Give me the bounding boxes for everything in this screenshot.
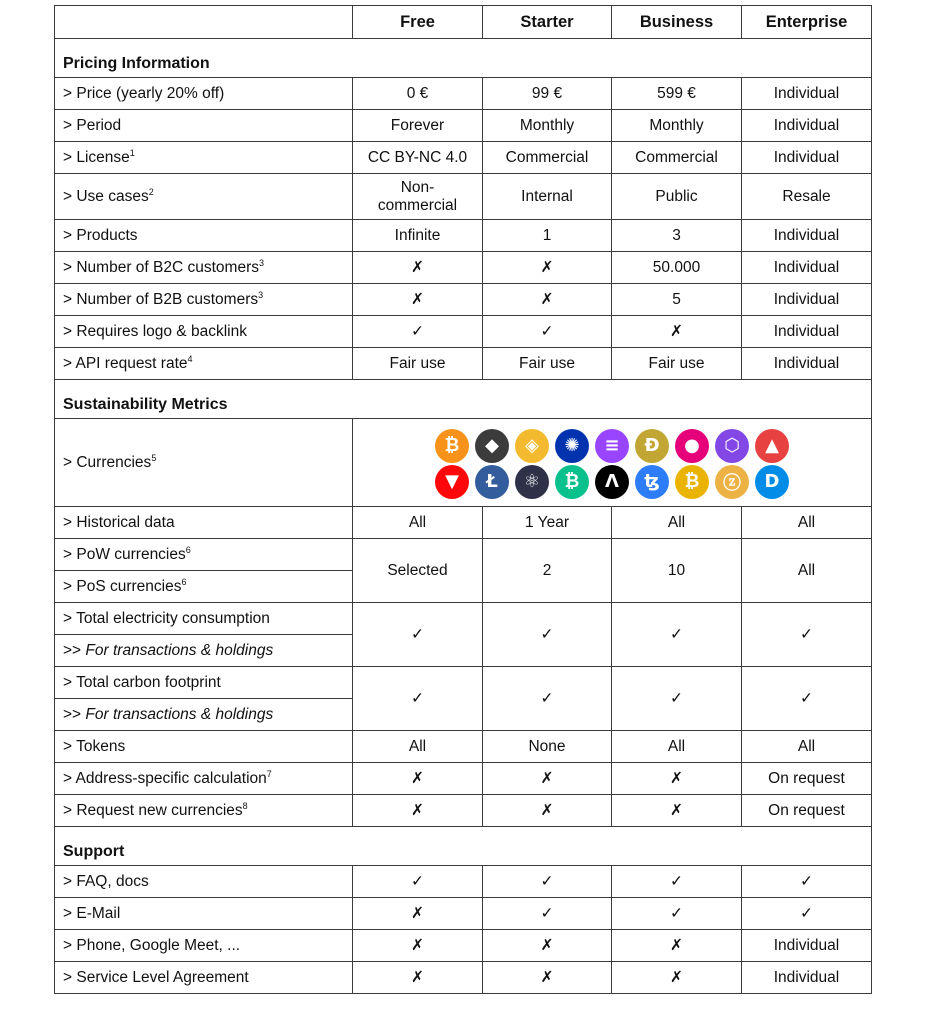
currencies-row	[55, 419, 872, 507]
cell-enterprise: Individual	[742, 348, 872, 380]
cell-free: ✗	[353, 795, 483, 827]
cell-enterprise: Individual	[742, 962, 872, 994]
cell-business: 10	[612, 539, 742, 603]
cell-enterprise: Individual	[742, 252, 872, 284]
cell-enterprise: Individual	[742, 110, 872, 142]
dogecoin-icon: Ð	[635, 429, 669, 463]
cell-free: ✗	[353, 284, 483, 316]
cell-business: Commercial	[612, 142, 742, 174]
cell-starter: ✗	[483, 930, 612, 962]
table-row	[55, 763, 872, 795]
row-label: > PoW currencies$^6$	[55, 539, 353, 571]
cell-starter: ✓	[483, 898, 612, 930]
table-row	[55, 142, 872, 174]
cell-starter: ✓	[483, 866, 612, 898]
row-label: > Number of B2B customers$^3$	[55, 284, 353, 316]
cell-starter: ✗	[483, 763, 612, 795]
cell-free: Selected	[353, 539, 483, 603]
cell-free: All	[353, 731, 483, 763]
cell-starter: 1 Year	[483, 507, 612, 539]
cell-starter: Commercial	[483, 142, 612, 174]
footnote-marker: 3	[258, 257, 264, 268]
cell-starter: ✗	[483, 795, 612, 827]
row-label: > Price (yearly 20% off)	[55, 78, 353, 110]
row-sublabel: >> For transactions & holdings	[55, 635, 353, 667]
row-label: > Request new currencies$^8$	[55, 795, 353, 827]
footnote-marker: 8	[242, 800, 248, 811]
table-row	[55, 962, 872, 994]
row-label: > PoS currencies$^6$	[55, 571, 353, 603]
cell-enterprise: ✓	[742, 898, 872, 930]
bnb-icon: ◈	[515, 429, 549, 463]
cell-free: Infinite	[353, 220, 483, 252]
section-row	[55, 39, 872, 78]
table-row	[55, 284, 872, 316]
cell-free: 0 €	[353, 78, 483, 110]
row-label: > Use cases$^2$	[55, 174, 353, 220]
cell-free: ✗	[353, 252, 483, 284]
cell-free: ✗	[353, 898, 483, 930]
cell-enterprise: On request	[742, 763, 872, 795]
cell-enterprise: Individual	[742, 142, 872, 174]
cell-business: 5	[612, 284, 742, 316]
footnote-marker: 6	[185, 544, 191, 555]
row-sublabel: >> For transactions & holdings	[55, 699, 353, 731]
cell-business: 599 €	[612, 78, 742, 110]
cardano-icon: ✺	[555, 429, 589, 463]
cell-enterprise: ✓	[742, 866, 872, 898]
cell-enterprise: Individual	[742, 316, 872, 348]
tron-icon: ▼	[435, 465, 469, 499]
table-row	[55, 930, 872, 962]
table-row	[55, 174, 872, 220]
cell-business: Monthly	[612, 110, 742, 142]
row-label: > Total carbon footprint	[55, 667, 353, 699]
cell-enterprise: On request	[742, 795, 872, 827]
table-row	[55, 667, 872, 699]
footnote-marker: 7	[266, 768, 272, 779]
cell-free: Non- commercial	[353, 174, 483, 220]
avalanche-icon: ▲	[755, 429, 789, 463]
polkadot-icon: ●	[675, 429, 709, 463]
cell-business: ✗	[612, 316, 742, 348]
cell-enterprise: Resale	[742, 174, 872, 220]
row-label: > Historical data	[55, 507, 353, 539]
table-row	[55, 795, 872, 827]
cell-free: All	[353, 507, 483, 539]
section-row	[55, 380, 872, 419]
bitcoin-icon: ₿	[435, 429, 469, 463]
row-label: > Phone, Google Meet, ...	[55, 930, 353, 962]
row-label: > Products	[55, 220, 353, 252]
cell-starter: ✓	[483, 603, 612, 667]
header-enterprise: Enterprise	[742, 6, 872, 39]
tezos-icon: ꜩ	[635, 465, 669, 499]
table-row	[55, 110, 872, 142]
currency-icon-row	[353, 465, 871, 499]
cell-business: ✗	[612, 763, 742, 795]
cell-enterprise: ✓	[742, 667, 872, 731]
cell-free: ✓	[353, 316, 483, 348]
cell-starter: 2	[483, 539, 612, 603]
cosmos-icon: ⚛	[515, 465, 549, 499]
cell-starter: ✗	[483, 284, 612, 316]
algorand-icon: Λ	[595, 465, 629, 499]
dash-icon: D	[755, 465, 789, 499]
table-row	[55, 507, 872, 539]
cell-business: 50.000	[612, 252, 742, 284]
cell-starter: Monthly	[483, 110, 612, 142]
footnote-marker: 3	[258, 289, 264, 300]
header-row	[55, 6, 872, 39]
section-sustainability-title: Sustainability Metrics	[55, 380, 872, 419]
row-label: > Tokens	[55, 731, 353, 763]
table-row	[55, 603, 872, 635]
row-label: > Number of B2C customers$^3$	[55, 252, 353, 284]
cell-business: ✗	[612, 930, 742, 962]
cell-business: ✗	[612, 962, 742, 994]
cell-starter: 1	[483, 220, 612, 252]
row-label: > E-Mail	[55, 898, 353, 930]
row-label: > Address-specific calculation$^7$	[55, 763, 353, 795]
footnote-marker: 1	[129, 147, 135, 158]
section-support-title: Support	[55, 827, 872, 866]
currency-icon-row	[353, 429, 871, 463]
cell-business: 3	[612, 220, 742, 252]
zcash-icon: ⓩ	[715, 465, 749, 499]
polygon-icon: ⬡	[715, 429, 749, 463]
table-row	[55, 539, 872, 571]
cell-starter: ✓	[483, 316, 612, 348]
cell-enterprise: Individual	[742, 78, 872, 110]
cell-business: ✓	[612, 603, 742, 667]
footnote-marker: 2	[148, 186, 154, 197]
table-row	[55, 731, 872, 763]
row-label: > License$^1$	[55, 142, 353, 174]
table-row	[55, 252, 872, 284]
header-empty	[55, 6, 353, 39]
pricing-comparison-table	[54, 5, 872, 994]
cell-free: ✓	[353, 866, 483, 898]
cell-free: ✗	[353, 763, 483, 795]
row-label: > Service Level Agreement	[55, 962, 353, 994]
row-label: > Total electricity consumption	[55, 603, 353, 635]
cell-free: ✓	[353, 603, 483, 667]
section-pricing-title: Pricing Information	[55, 39, 872, 78]
footnote-marker: 5	[151, 452, 157, 463]
cell-enterprise: Individual	[742, 930, 872, 962]
currency-icons	[353, 419, 872, 507]
cell-business: ✗	[612, 795, 742, 827]
cell-starter: ✗	[483, 962, 612, 994]
cell-starter: 99 €	[483, 78, 612, 110]
cell-starter: ✓	[483, 667, 612, 731]
table-row	[55, 866, 872, 898]
cell-enterprise: Individual	[742, 220, 872, 252]
cell-free: Forever	[353, 110, 483, 142]
table-row	[55, 220, 872, 252]
cell-business: ✓	[612, 667, 742, 731]
header-starter: Starter	[483, 6, 612, 39]
cell-enterprise: Individual	[742, 284, 872, 316]
header-free: Free	[353, 6, 483, 39]
footnote-marker: 6	[181, 576, 187, 587]
solana-icon: ≡	[595, 429, 629, 463]
row-label: > FAQ, docs	[55, 866, 353, 898]
litecoin-icon: Ł	[475, 465, 509, 499]
ethereum-icon: ◆	[475, 429, 509, 463]
cell-free: ✗	[353, 962, 483, 994]
cell-business: Fair use	[612, 348, 742, 380]
cell-business: ✓	[612, 866, 742, 898]
table-row	[55, 316, 872, 348]
cell-enterprise: All	[742, 731, 872, 763]
cell-enterprise: ✓	[742, 603, 872, 667]
table-row	[55, 898, 872, 930]
cell-business: ✓	[612, 898, 742, 930]
cell-starter: ✗	[483, 252, 612, 284]
bitcoin-cash-icon: ₿	[555, 465, 589, 499]
header-business: Business	[612, 6, 742, 39]
section-row	[55, 827, 872, 866]
table-row	[55, 348, 872, 380]
cell-enterprise: All	[742, 507, 872, 539]
row-label: > Period	[55, 110, 353, 142]
cell-starter: Fair use	[483, 348, 612, 380]
cell-starter: None	[483, 731, 612, 763]
cell-business: All	[612, 507, 742, 539]
cell-starter: Internal	[483, 174, 612, 220]
row-label: > API request rate$^4$	[55, 348, 353, 380]
footnote-marker: 4	[187, 353, 193, 364]
cell-enterprise: All	[742, 539, 872, 603]
row-label: > Currencies$^5$	[55, 419, 353, 507]
cell-free: CC BY-NC 4.0	[353, 142, 483, 174]
cell-business: Public	[612, 174, 742, 220]
cell-business: All	[612, 731, 742, 763]
cell-free: ✗	[353, 930, 483, 962]
cell-free: ✓	[353, 667, 483, 731]
table-row	[55, 78, 872, 110]
bitcoin-sv-icon: ₿	[675, 465, 709, 499]
row-label: > Requires logo & backlink	[55, 316, 353, 348]
cell-free: Fair use	[353, 348, 483, 380]
